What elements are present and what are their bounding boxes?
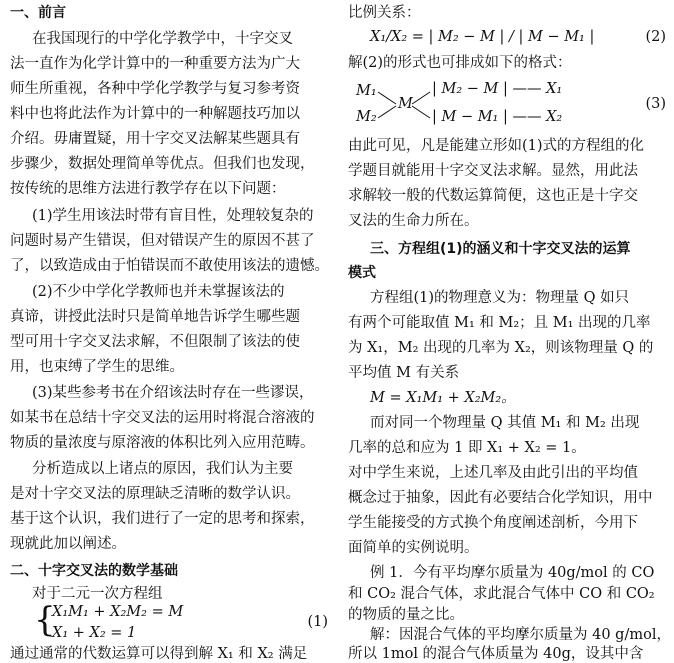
equation-1-number: (1) — [307, 614, 328, 630]
paragraph-1-line: 法一直作为化学计算中的一种重要方法为广大 — [10, 56, 300, 72]
right-text-line: 比例关系： — [348, 5, 421, 21]
paragraph-3-line: 用，也束缚了学生的思维。 — [10, 359, 184, 375]
paragraph-8-line: 对中学生来说，上述几率及由此引出的平均值 — [348, 465, 638, 481]
equation-3-top: | M₂ − M | —— X₁ — [432, 81, 563, 97]
paragraph-8-line: 面简单的实例说明。 — [348, 540, 479, 556]
equation-2-number: (2) — [645, 29, 666, 45]
solution-line: 解：因混合气体的平均摩尔质量为 40 g/mol， — [370, 627, 671, 643]
section-3-title-cont: 模式 — [348, 265, 376, 281]
paragraph-4-line: 如某书在总结十字交叉法的运用时将混合溶液的 — [10, 410, 315, 426]
right-text-line: 解(2)的形式也可排成如下的格式： — [348, 55, 572, 71]
paragraph-7-line: 平均值 M 有关系 — [348, 365, 460, 381]
equation-3-bottom: | M − M₁ | —— X₂ — [432, 109, 563, 125]
paragraph-4-line: 物质的量浓度与原溶液的体积比列入应用范畴。 — [10, 435, 315, 451]
left-last-line: 通过通常的代数运算可以得到解 X₁ 和 X₂ 满足 — [10, 646, 308, 662]
paragraph-5-line: 是对十字交叉法的原理缺乏清晰的数学认识。 — [10, 486, 300, 502]
paragraph-7-line: 有两个可能取值 M₁ 和 M₂；且 M₁ 出现的几率 — [348, 315, 651, 331]
paragraph-5-line: 基于这个认识，我们进行了一定的思考和探索， — [10, 511, 315, 527]
paragraph-6-line: 叉法的生命力所在。 — [348, 213, 479, 229]
paragraph-2-line: 问题时易产生错误，但对错误产生的原因不甚了 — [10, 233, 315, 249]
paragraph-1-line: 在我国现行的中学化学教学中，十字交叉 — [32, 31, 293, 47]
paragraph-3-line: 型可用十字交叉法求解，不但限制了该法的使 — [10, 334, 300, 350]
paragraph-5-line: 分析造成以上诸点的原因，我们认为主要 — [32, 461, 293, 477]
equation-3-m: M — [398, 96, 413, 112]
equation-3-m2: M₂ — [356, 109, 377, 125]
paragraph-1-line: 介绍。毋庸置疑，用十字交叉法解某些题具有 — [10, 131, 300, 147]
equation-3-number: (3) — [645, 96, 666, 112]
example-1-line: 的物质的量之比。 — [348, 607, 464, 623]
equation-1-line-1: X₁M₁ + X₂M₂ = M — [52, 604, 184, 620]
paragraph-8-line: 几率的总和应为 1 即 X₁ + X₂ = 1。 — [348, 440, 586, 456]
paragraph-4-line: (3)某些参考书在介绍该法时存在一些谬误， — [32, 385, 314, 401]
paragraph-2-line: (1)学生用该法时带有盲目性，处理较复杂的 — [32, 208, 314, 224]
paragraph-1-line: 师生所重视，各种中学化学教学与复习参考资 — [10, 81, 300, 97]
paragraph-8-line: 概念过于抽象，因此有必要结合化学知识，用中 — [348, 490, 653, 506]
section-3-title: 三、方程组(1)的涵义和十字交叉法的运算 — [370, 241, 631, 257]
paragraph-1-line: 按传统的思维方法进行教学存在以下问题： — [10, 181, 286, 197]
paragraph-6-line: 学题目就能用十字交叉法求解。显然，用此法 — [348, 163, 638, 179]
equation-2: X₁/X₂ = | M₂ − M | / | M − M₁ | — [370, 29, 595, 45]
paragraph-1-line: 料中也将此法作为计算中的一种解题技巧加以 — [10, 106, 300, 122]
section-2-intro: 对于二元一次方程组 — [32, 586, 163, 602]
paragraph-7-line: 方程组(1)的物理意义为：物理量 Q 如只 — [370, 290, 630, 306]
paragraph-8-line: 学生能接受的方式换个角度阐述剖析，今用下 — [348, 515, 638, 531]
paragraph-6-line: 求解较一般的代数运算简便，这也正是十字交 — [348, 188, 638, 204]
paragraph-3-line: (2)不少中学化学教师也并未掌握该法的 — [32, 284, 285, 300]
section-1-title: 一、前言 — [10, 5, 66, 21]
paragraph-7-line: 为 X₁，M₂ 出现的几率为 X₂，则该物理量 Q 的 — [348, 340, 654, 356]
paragraph-6-line: 由此可见，凡是能建立形如(1)式的方程组的化 — [348, 138, 645, 154]
equation-3-m1: M₁ — [356, 83, 377, 99]
example-1-line: 例 1．今有平均摩尔质量为 40g/mol 的 CO — [370, 565, 655, 581]
paragraph-8-line: 而对同一个物理量 Q 其值 M₁ 和 M₂ 出现 — [370, 415, 640, 431]
equation-1-line-2: X₁ + X₂ = 1 — [52, 625, 137, 641]
example-1-line: 和 CO₂ 混合气体，求此混合气体中 CO 和 CO₂ — [348, 586, 655, 602]
paragraph-3-line: 真谛，讲授此法时只是简单地告诉学生哪些题 — [10, 309, 300, 325]
paragraph-1-line: 步骤少，数据处理简单等优点。但我们也发现， — [10, 156, 315, 172]
section-2-title: 二、十字交叉法的数学基础 — [10, 563, 178, 579]
paragraph-5-line: 现就此加以阐述。 — [10, 536, 126, 552]
paragraph-2-line: 了，以致造成由于怕错误而不敢使用该法的遗憾。 — [10, 258, 329, 274]
equation-4: M = X₁M₁ + X₂M₂。 — [370, 390, 516, 406]
equation-brace: { — [34, 600, 56, 640]
solution-line: 所以 1mol 的混合气体质量为 40g，设其中含 — [348, 646, 644, 662]
